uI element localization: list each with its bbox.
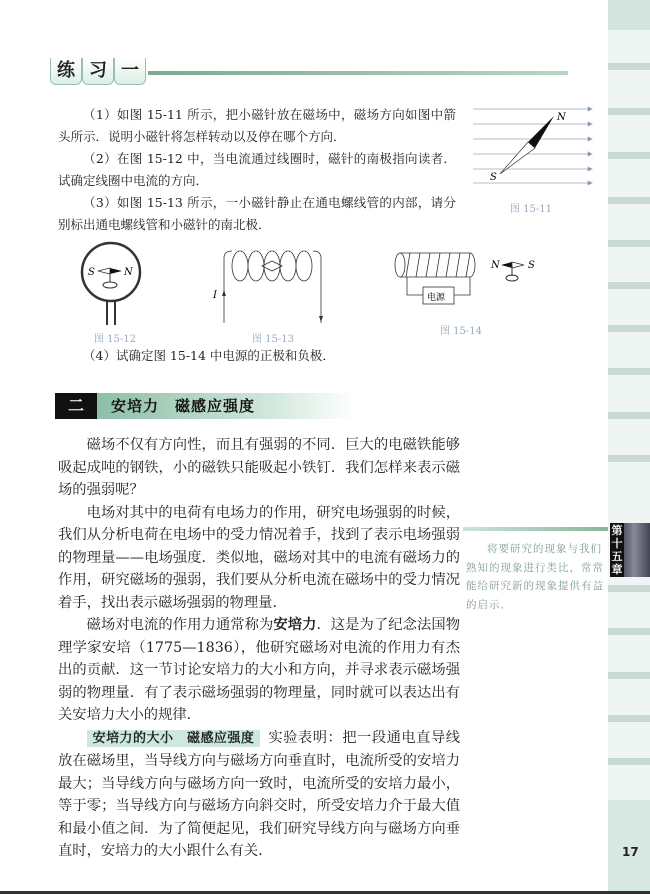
section-title: 安培力 磁感应强度 [111,397,256,415]
margin-note: 将要研究的现象与我们熟知的现象进行类比，常常能给研究新的现象提供有益的启示． [466,543,604,611]
page-number: 17 [622,845,639,859]
figure-15-13 [210,248,335,323]
figure-caption: 图 15-14 [440,326,483,337]
chapter-tab-char: 十 [611,537,623,550]
south-label: S [528,260,535,271]
south-label: S [490,172,497,183]
keyword-ampere-force: 安培力 [273,617,317,633]
paragraph-2: 电场对其中的电荷有电场力的作用，研究电场强弱的时候，我们从分析电荷在电场中的受力情况着手，找到了表示电场强弱的物理量——电场强度．类似地，磁场对其中的电流有磁场力的作用，研究磁场的强弱，我们要从分析电流在磁场中的受力情况着手，找出表示磁场强弱的物理量． [58,504,460,611]
exercise-title-char: 习 [82,58,114,85]
south-label: S [88,267,95,278]
chapter-tab-char: 章 [611,563,623,576]
paragraph-3-text-b: ．这是为了纪念法国物理学家安培（1775—1836），他研究磁场对电流的作用力有杰出的贡献．这一节讨论安培力的大小和方向，并寻求表示磁场强弱的物理量．有了表示磁场强弱的物理量，同时就可以表达出有关安培力大小的规律． [58,617,461,723]
margin-note-rule [463,527,608,531]
figure-caption: 图 15-11 [510,204,553,215]
exercise-item-3: （3）如图 15-13 所示，一小磁针静止在通电螺线管的内部，请分别标出通电螺线管和小磁针的南北极． [58,195,456,232]
north-label: N [124,267,133,278]
chapter-side-strip [608,0,650,894]
paragraph-4-text: 实验表明：把一段通电直导线放在磁场里，当导线方向与磁场方向垂直时，电流所受的安培力最大；当导线方向与磁场方向一致时，电流所受的安培力最小，等于零；当导线方向与磁场方向斜交时，所受安培力介于最大值和最小值之间．为了简便起见，我们研究导线方向与磁场方向垂直时，安培力的大小跟什么有关． [58,729,460,859]
figure-caption: 图 15-12 [94,334,137,345]
figure-15-12 [76,240,146,325]
north-label: N [491,260,500,271]
exercise-rule [148,71,568,75]
chapter-tab-char: 五 [611,550,623,563]
paragraph-3 [58,614,460,727]
exercise-item-2: （2）在图 15-12 中，当电流通过线圈时，磁针的南极指向读者．试确定线圈中电流的方向． [58,151,456,188]
figure-15-11 [468,104,593,194]
paragraph-4 [58,727,460,863]
paragraph-1: 磁场不仅有方向性，而且有强弱的不同．巨大的电磁铁能够吸起成吨的钢铁，小的磁铁只能吸起小铁钉．我们怎样来表示磁场的强弱呢？ [58,437,460,498]
power-source-label: 电源 [427,293,446,303]
north-label: N [557,112,566,123]
chapter-tab [610,523,650,577]
section-number: 二 [55,393,97,419]
exercise-item-1: （1）如图 15-11 所示，把小磁针放在磁场中，磁场方向如图中箭头所示．说明小磁针将怎样转动以及停在哪个方向． [58,107,456,144]
paragraph-3-text-a: 磁场对电流的作用力通常称为 [86,617,274,633]
figure-15-14 [390,250,550,315]
current-label: I [213,290,217,301]
section-body [58,434,460,863]
section-heading [55,393,355,419]
figure-caption: 图 15-13 [252,334,295,345]
exercise-title [50,58,146,88]
chapter-tab-char: 第 [611,524,623,537]
exercise-item-4: （4）试确定图 15-14 中电源的正极和负极． [83,348,335,363]
exercise-title-char: 一 [114,58,146,85]
chapter-tab-label [610,524,624,576]
exercise-title-char: 练 [50,58,82,85]
subheading: 安培力的大小 磁感应强度 [87,730,261,747]
